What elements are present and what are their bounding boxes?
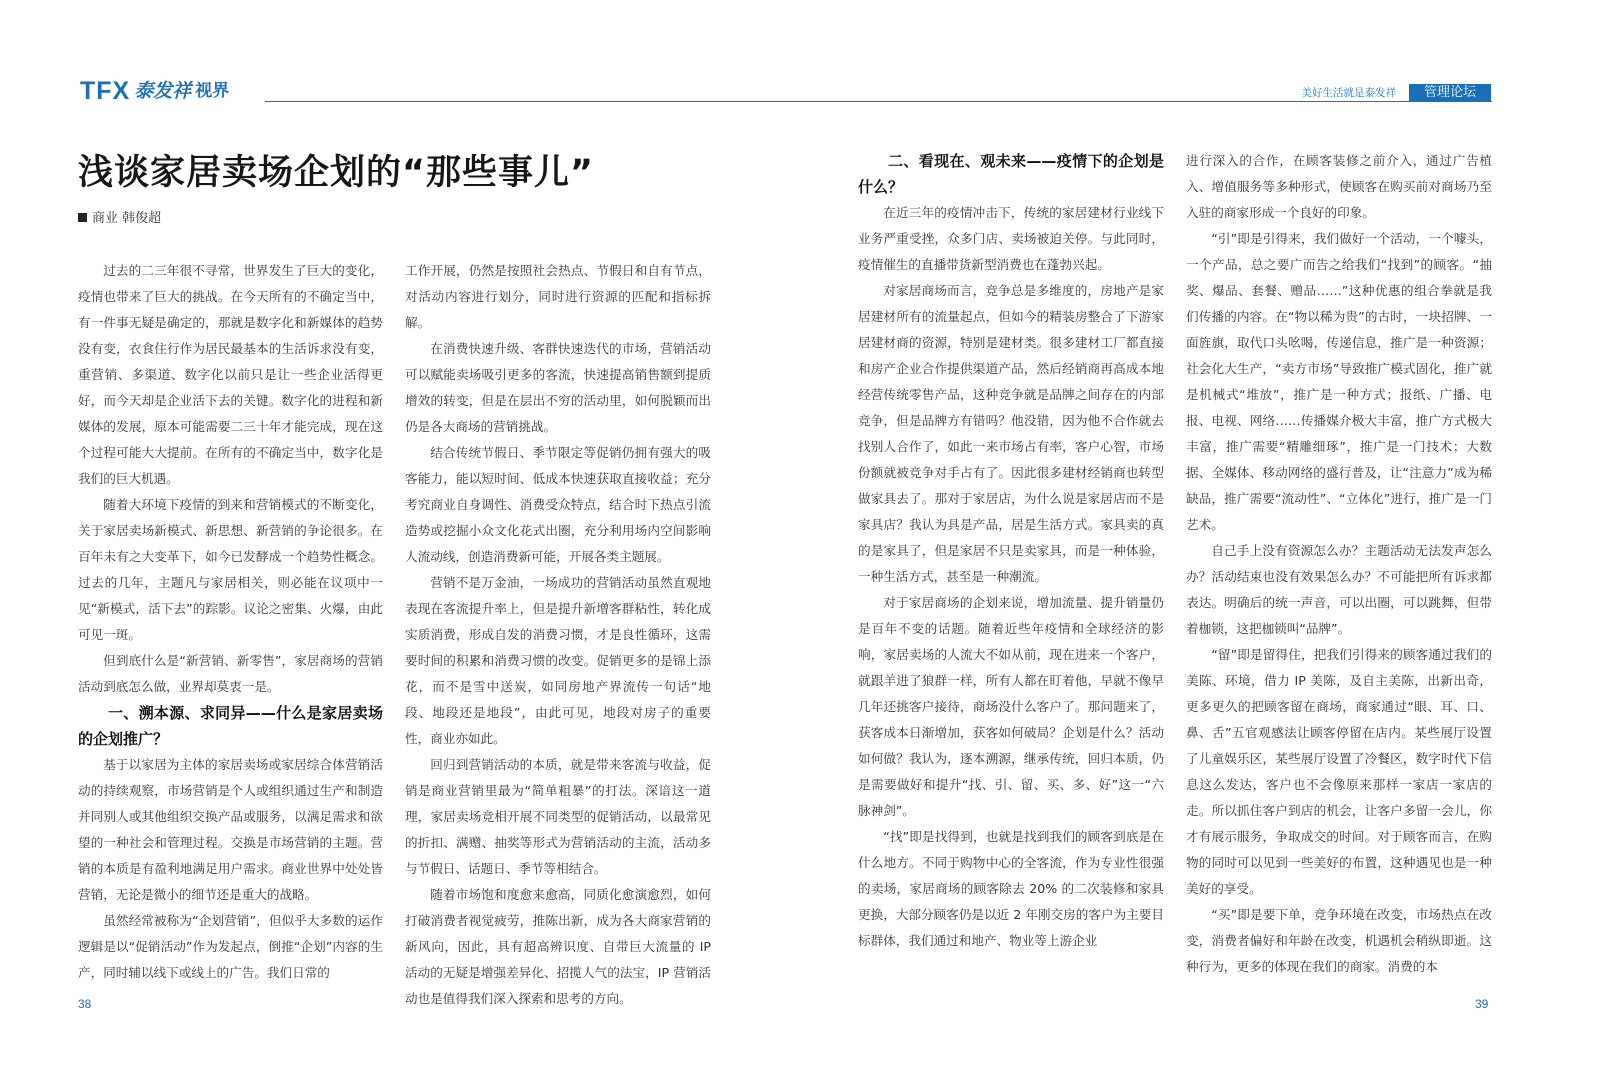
- paragraph: 基于以家居为主体的家居卖场或家居综合体营销活动的持续观察，市场营销是个人或组织通过生产和制造并同别人或其他组织交换产品或服务，以满足需求和欲望的一种社会和管理过程。交换是市场营销的主题。营销的本质是有盈利地满足用户需求。商业世界中处处皆营销，无论是微小的细节还是重大的战略。: [78, 757, 383, 902]
- paragraph: 虽然经常被称为“企划营销”，但似乎大多数的运作逻辑是以“促销活动”作为发起点，倒推“企划”内容的生产，同时辅以线下或线上的广告。我们日常的: [78, 913, 383, 980]
- paragraph: “引”即是引得来，我们做好一个活动，一个噱头，一个产品，总之要广而告之给我们“找到”的顾客。“抽奖、爆品、套餐、赠品……”这种优惠的组合拳就是我们传播的内容。在“物以稀为贵”的古时，一块招牌、一面旌旗，取代口头吆喝，传递信息，推广是一种资源；社会化大生产，“卖方市场”导致推广模式固化，推广就是机械式“堆放”，推广是一种方式；报纸、广播、电报、电视、网络……传播媒介极大丰富，推广方式极大丰富，推广需要“精雕细琢”，推广是一门技术；大数据、全媒体、移动网络的盛行普及，让“注意力”成为稀缺品，推广需要“流动性”、“立体化”进行，推广是一门艺术。: [1186, 231, 1492, 532]
- logo-brand: 泰发祥: [134, 80, 192, 102]
- column-3: [858, 148, 1164, 954]
- paragraph: 对于家居商场的企划来说，增加流量、提升销量仍是百年不变的话题。随着近些年疫情和全球经济的影响，家居卖场的人流大不如从前，现在进来一个客户，就跟羊进了狼群一样，所有人都在盯着他，早就不像早几年还挑客户接待，商场没什么客户了。那问题来了，获客成本日渐增加，获客如何破局？企划是什么？活动如何做？我认为，逐本溯源，继承传统，回归本质，仍是需要做好和提升“找、引、留、买、多、好”这一“六脉神剑”。: [858, 595, 1164, 818]
- paragraph: 回归到营销活动的本质，就是带来客流与收益，促销是商业营销里最为“简单粗暴”的打法。深谙这一道理，家居卖场竞相开展不同类型的促销活动，以最常见的折扣、满赠、抽奖等形式为营销活动的主流，活动多与节假日、话题日、季节等相结合。: [405, 757, 711, 876]
- logo-latin: TFX: [80, 77, 131, 105]
- page-number-right: 39: [1475, 997, 1489, 1011]
- header-rule: [265, 101, 1492, 102]
- paragraph: 在消费快速升级、客群快速迭代的市场，营销活动可以赋能卖场吸引更多的客流，快速提高销售额到提质增效的转变，但是在层出不穷的活动里，如何脱颖而出仍是各大商场的营销挑战。: [405, 341, 711, 434]
- square-bullet-icon: [78, 213, 87, 222]
- paragraph: “留”即是留得住，把我们引得来的顾客通过我们的美陈、环境，借力 IP 美陈，及自主美陈，出新出奇，更多更久的把顾客留在商场，商家通过“眼、耳、口、鼻、舌”五官观感法让顾客停留在店内。某些展厅设置了儿童娱乐区，某些展厅设置了冷餐区，数字时代下信息这么发达，客户也不会像原来那样一家店一家店的走。所以抓住客户到店的机会，让客户多留一会儿，你才有展示服务，争取成交的时间。对于顾客而言，在购物的同时可以见到一些美好的布置，这种遇见也是一种美好的享受。: [1186, 647, 1492, 896]
- paragraph: 营销不是万金油，一场成功的营销活动虽然直观地表现在客流提升率上，但是提升新增客群粘性，转化成实质消费，形成自发的消费习惯，才是良性循环，这需要时间的积累和消费习惯的改变。促销更多的是锦上添花，而不是雪中送炭，如同房地产界流传一句话“地段、地段还是地段”，由此可见，地段对房子的重要性，商业亦如此。: [405, 575, 711, 746]
- paragraph: 随着大环境下疫情的到来和营销模式的不断变化，关于家居卖场新模式、新思想、新营销的争论很多。在百年未有之大变革下，如今已发酵成一个趋势性概念。过去的几年，主题凡与家居相关，则必能在议项中一见“新模式，活下去”的踪影。议论之密集、火爆，由此可见一斑。: [78, 497, 383, 642]
- paragraph: 随着市场饱和度愈来愈高，同质化愈演愈烈，如何打破消费者视觉疲劳，推陈出新，成为各大商家营销的新风向，因此，具有超高辨识度、自带巨大流量的 IP 活动的无疑是增强差异化、招揽人气的法宝，IP 营销活动也是值得我们深入探索和思考的方向。: [405, 887, 711, 1006]
- section-tag: 管理论坛: [1409, 84, 1491, 102]
- header-slogan: 美好生活就是泰发祥: [1301, 87, 1396, 99]
- paragraph: 结合传统节假日、季节限定等促销仍拥有强大的吸客能力，能以短时间、低成本快速获取直接收益；充分考究商业自身调性、消费受众特点，结合时下热点引流造势或挖掘小众文化花式出圈，充分利用场内空间影响人流动线，创造消费新可能，开展各类主题展。: [405, 445, 711, 564]
- paragraph: 自己手上没有资源怎么办？主题活动无法发声怎么办？活动结束也没有效果怎么办？不可能把所有诉求都表达。明确后的统一声音，可以出圈，可以跳舞，但带着枷锁，这把枷锁叫“品牌”。: [1186, 543, 1492, 636]
- paragraph: 对家居商场而言，竞争总是多维度的，房地产是家居建材所有的流量起点，但如今的精装房整合了下游家居建材商的资源，特别是建材类。很多建材工厂都直接和房产企业合作提供渠道产品，然后经销商再高成本地经营传统零售产品，这种竞争就是品牌之间存在的内部竞争，但是品牌方有错吗？他没错，因为他不合作就去找别人合作了，如此一来市场占有率，客户心智，市场份额就被竞争对手占有了。因此很多建材经销商也转型做家具去了。那对于家居店，为什么说是家居店而不是家具店？我认为具是产品，居是生活方式。家具卖的真的是家具了，但是家居不只是卖家具，而是一种体验，一种生活方式，甚至是一种潮流。: [858, 283, 1164, 584]
- page-number-left: 38: [78, 997, 92, 1011]
- paragraph: “买”即是要下单，竞争环境在改变，市场热点在改变，消费者偏好和年龄在改变，机遇机会稍纵即逝。这种行为，更多的体现在我们的商家。消费的本: [1186, 907, 1492, 974]
- column-2: [405, 258, 711, 1012]
- article-byline: [78, 210, 161, 228]
- paragraph: “找”即是找得到，也就是找到我们的顾客到底是在什么地方。不同于购物中心的全客流，作为专业性很强的卖场，家居商场的顾客除去 20% 的二次装修和家具更换，大部分顾客仍是以近 2 年刚交房的客户为主要目标群体，我们通过和地产、物业等上游企业: [858, 829, 1164, 948]
- logo-sub: 视界: [195, 81, 230, 101]
- paragraph: 进行深入的合作，在顾客装修之前介入，通过广告植入、增值服务等多种形式，使顾客在购买前对商场乃至入驻的商家形成一个良好的印象。: [1186, 153, 1492, 220]
- column-4: [1186, 148, 1492, 980]
- byline-text: 商业 韩俊超: [92, 211, 162, 226]
- paragraph: 工作开展，仍然是按照社会热点、节假日和自有节点，对活动内容进行划分，同时进行资源的匹配和指标拆解。: [405, 263, 711, 330]
- section-heading-2: 二、看现在、观未来——疫情下的企划是什么？: [858, 152, 1164, 196]
- section-heading-1: 一、溯本源、求同异——什么是家居卖场的企划推广？: [78, 704, 383, 748]
- article-title: 浅谈家居卖场企划的“那些事儿”: [78, 153, 595, 193]
- paragraph: 在近三年的疫情冲击下，传统的家居建材行业线下业务严重受挫，众多门店、卖场被迫关停。与此同时，疫情催生的直播带货新型消费也在蓬勃兴起。: [858, 205, 1164, 272]
- paragraph: 过去的二三年很不寻常，世界发生了巨大的变化，疫情也带来了巨大的挑战。在今天所有的不确定当中，有一件事无疑是确定的，那就是数字化和新媒体的趋势没有变，衣食住行作为居民最基本的生活诉求没有变，重营销、多渠道、数字化以前只是让一些企业活得更好，而今天却是企业活下去的关键。数字化的进程和新媒体的发展，原本可能需要二三十年才能完成，现在这个过程可能大大提前。在所有的不确定当中，数字化是我们的巨大机遇。: [78, 263, 383, 486]
- column-1: [78, 258, 383, 986]
- magazine-logo: [80, 78, 229, 104]
- paragraph: 但到底什么是“新营销、新零售”，家居商场的营销活动到底怎么做，业界却莫衷一是。: [78, 653, 383, 694]
